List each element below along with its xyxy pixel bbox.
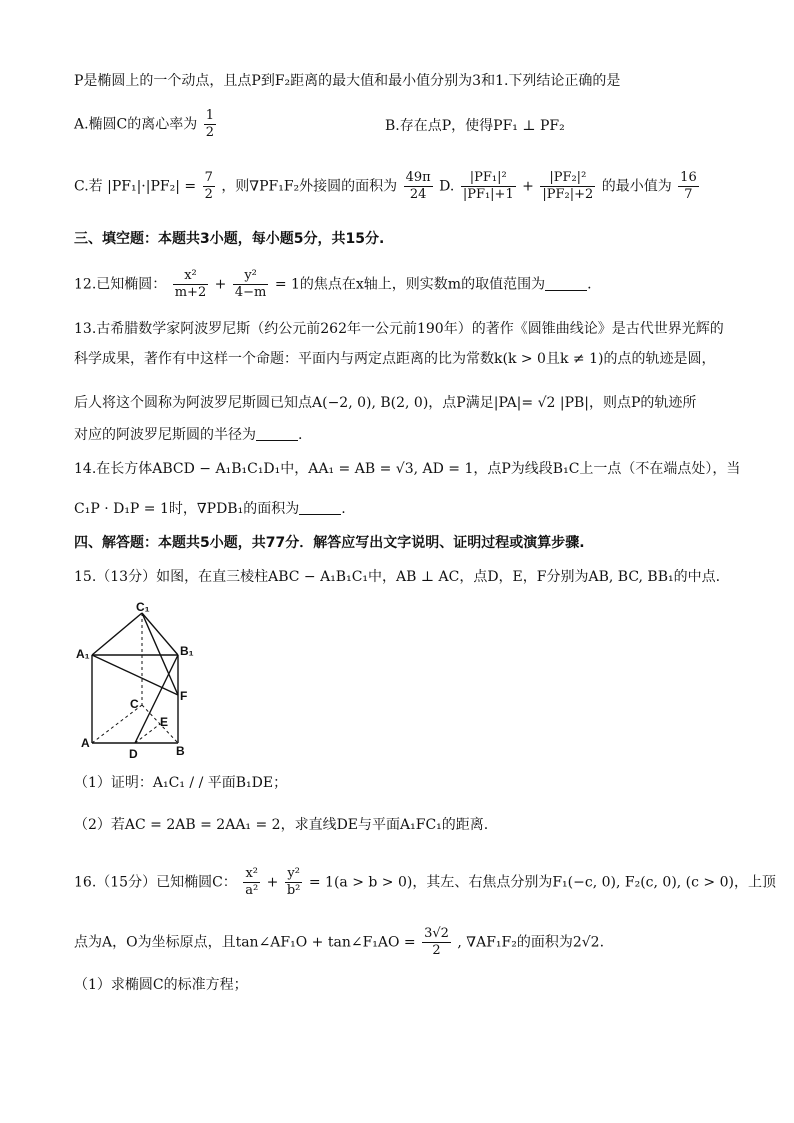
- q16-plus: +: [266, 874, 279, 891]
- option-a-prefix: A.椭圆C的离心率为: [74, 116, 198, 133]
- q16-fraction-2: $\frac{\text{y²}}{\text{b²}}$: [286, 866, 301, 898]
- label-a: A: [81, 736, 90, 750]
- section-4-heading: 四、解答题：本题共5小题，共77分．解答应写出文字说明、证明过程或演算步骤.: [74, 535, 585, 551]
- option-d-answer-fraction: $\frac{16}{7}$: [680, 170, 697, 202]
- q11-option-a: [74, 108, 218, 141]
- q12-end: .: [587, 276, 592, 293]
- label-b1: B₁: [180, 644, 194, 658]
- label-e: E: [160, 715, 169, 729]
- q12-suffix: = 1的焦点在x轴上，则实数m的取值范围为: [274, 276, 546, 293]
- option-d-prefix: D.: [439, 178, 455, 195]
- q16-suffix: = 1(a > b > 0)，其左、右焦点分别为F₁(−c, 0), F₂(c, 0), (c > 0)，上顶: [308, 874, 776, 891]
- q16-fraction-1: $\frac{\text{x²}}{\text{a²}}$: [245, 866, 259, 898]
- q11-stem: P是椭圆上的一个动点，且点P到F₂距离的最大值和最小值分别为3和1.下列结论正确的是: [74, 73, 621, 89]
- option-c-area-fraction: $\frac{49\pi}{24}$: [405, 170, 431, 202]
- q16-line-2-fraction: $\frac{3√2}{2}$: [424, 926, 449, 958]
- label-c1: C₁: [136, 600, 150, 614]
- option-d-fraction-1: $\frac{\text{|PF₁|²}}{\text{|PF₁|+1}}$: [462, 170, 514, 202]
- q16-line-1: [74, 866, 776, 899]
- q12-fraction-1: $\frac{\text{x²}}{m+2}$: [174, 268, 207, 300]
- option-d-plus: +: [522, 178, 534, 195]
- option-d-fraction-2: $\frac{\text{|PF₂|²}}{\text{|PF₂|+2}}$: [542, 170, 594, 202]
- label-d: D: [129, 747, 138, 761]
- label-c: C: [130, 697, 139, 711]
- q14-line-2: [74, 499, 346, 519]
- answer-blank: [299, 502, 341, 515]
- q13-line-1: 13.古希腊数学家阿波罗尼斯（约公元前262年一公元前190年）的著作《圆锥曲线论》是古代世界光辉的: [74, 321, 724, 337]
- q14-line-2-end: .: [341, 501, 346, 517]
- q16-line-2-prefix: 点为A，O为坐标原点，且tan∠AF₁O + tan∠F₁AO =: [74, 934, 416, 951]
- q12-plus: +: [214, 276, 227, 293]
- q12: [74, 268, 592, 301]
- option-c-prefix: C.若: [74, 178, 103, 195]
- label-f: F: [180, 689, 188, 703]
- answer-blank: [256, 428, 298, 441]
- q11-option-c-d: [74, 170, 701, 203]
- section-3-heading: 三、填空题：本题共3小题，每小题5分，共15分.: [74, 231, 385, 247]
- q14-line-2-prefix: C₁P · D₁P = 1时，∇PDB₁的面积为: [74, 501, 300, 517]
- q15-stem: 15.（13分）如图，在直三棱柱ABC − A₁B₁C₁中，AB ⊥ AC，点D，E，F分别为AB, BC, BB₁的中点.: [74, 569, 721, 585]
- answer-blank: [545, 278, 587, 291]
- q16-part-1: （1）求椭圆C的标准方程；: [74, 977, 248, 993]
- label-a1: A₁: [76, 647, 90, 661]
- q16-line-2: [74, 926, 604, 959]
- q14-line-1: 14.在长方体ABCD − A₁B₁C₁D₁中，AA₁ = AB = √3, AD = 1，点P为线段B₁C上一点（不在端点处），当: [74, 461, 741, 477]
- option-d-suffix: 的最小值为: [601, 178, 672, 195]
- q16-line-2-suffix: , ∇AF₁F₂的面积为2√2.: [457, 934, 605, 951]
- q15-part-1: （1）证明：A₁C₁ / / 平面B₁DE；: [74, 775, 288, 791]
- q13-line-4-end: .: [298, 427, 303, 443]
- q16-prefix: 16.（15分）已知椭圆C：: [74, 874, 237, 891]
- q13-line-4: [74, 425, 302, 445]
- q12-fraction-2: $\frac{\text{y²}}{4-m}$: [234, 268, 267, 300]
- q13-line-4-prefix: 对应的阿波罗尼斯圆的半径为: [74, 427, 256, 443]
- q12-prefix: 12.已知椭圆：: [74, 276, 167, 293]
- option-c-expr: |PF₁|·|PF₂| =: [107, 178, 197, 195]
- option-c-fraction: $\frac{7}{2}$: [204, 170, 213, 202]
- q13-line-2: 科学成果，著作有中这样一个命题：平面内与两定点距离的比为常数k(k > 0且k ≠ 1)的点的轨迹是圆，: [74, 351, 716, 367]
- q11-option-b: B.存在点P，使得PF₁ ⊥ PF₂: [385, 118, 565, 134]
- option-c-mid: ，则∇PF₁F₂外接圆的面积为: [221, 178, 398, 195]
- q15-part-2: （2）若AC = 2AB = 2AA₁ = 2，求直线DE与平面A₁FC₁的距离.: [74, 817, 489, 833]
- q13-line-3: 后人将这个圆称为阿波罗尼斯圆已知点A(−2, 0), B(2, 0)，点P满足|PA|= √2 |PB|，则点P的轨迹所: [74, 395, 697, 411]
- label-b: B: [176, 744, 185, 758]
- prism-figure: [72, 600, 202, 762]
- option-a-fraction: $\frac{1}{2}$: [205, 108, 215, 140]
